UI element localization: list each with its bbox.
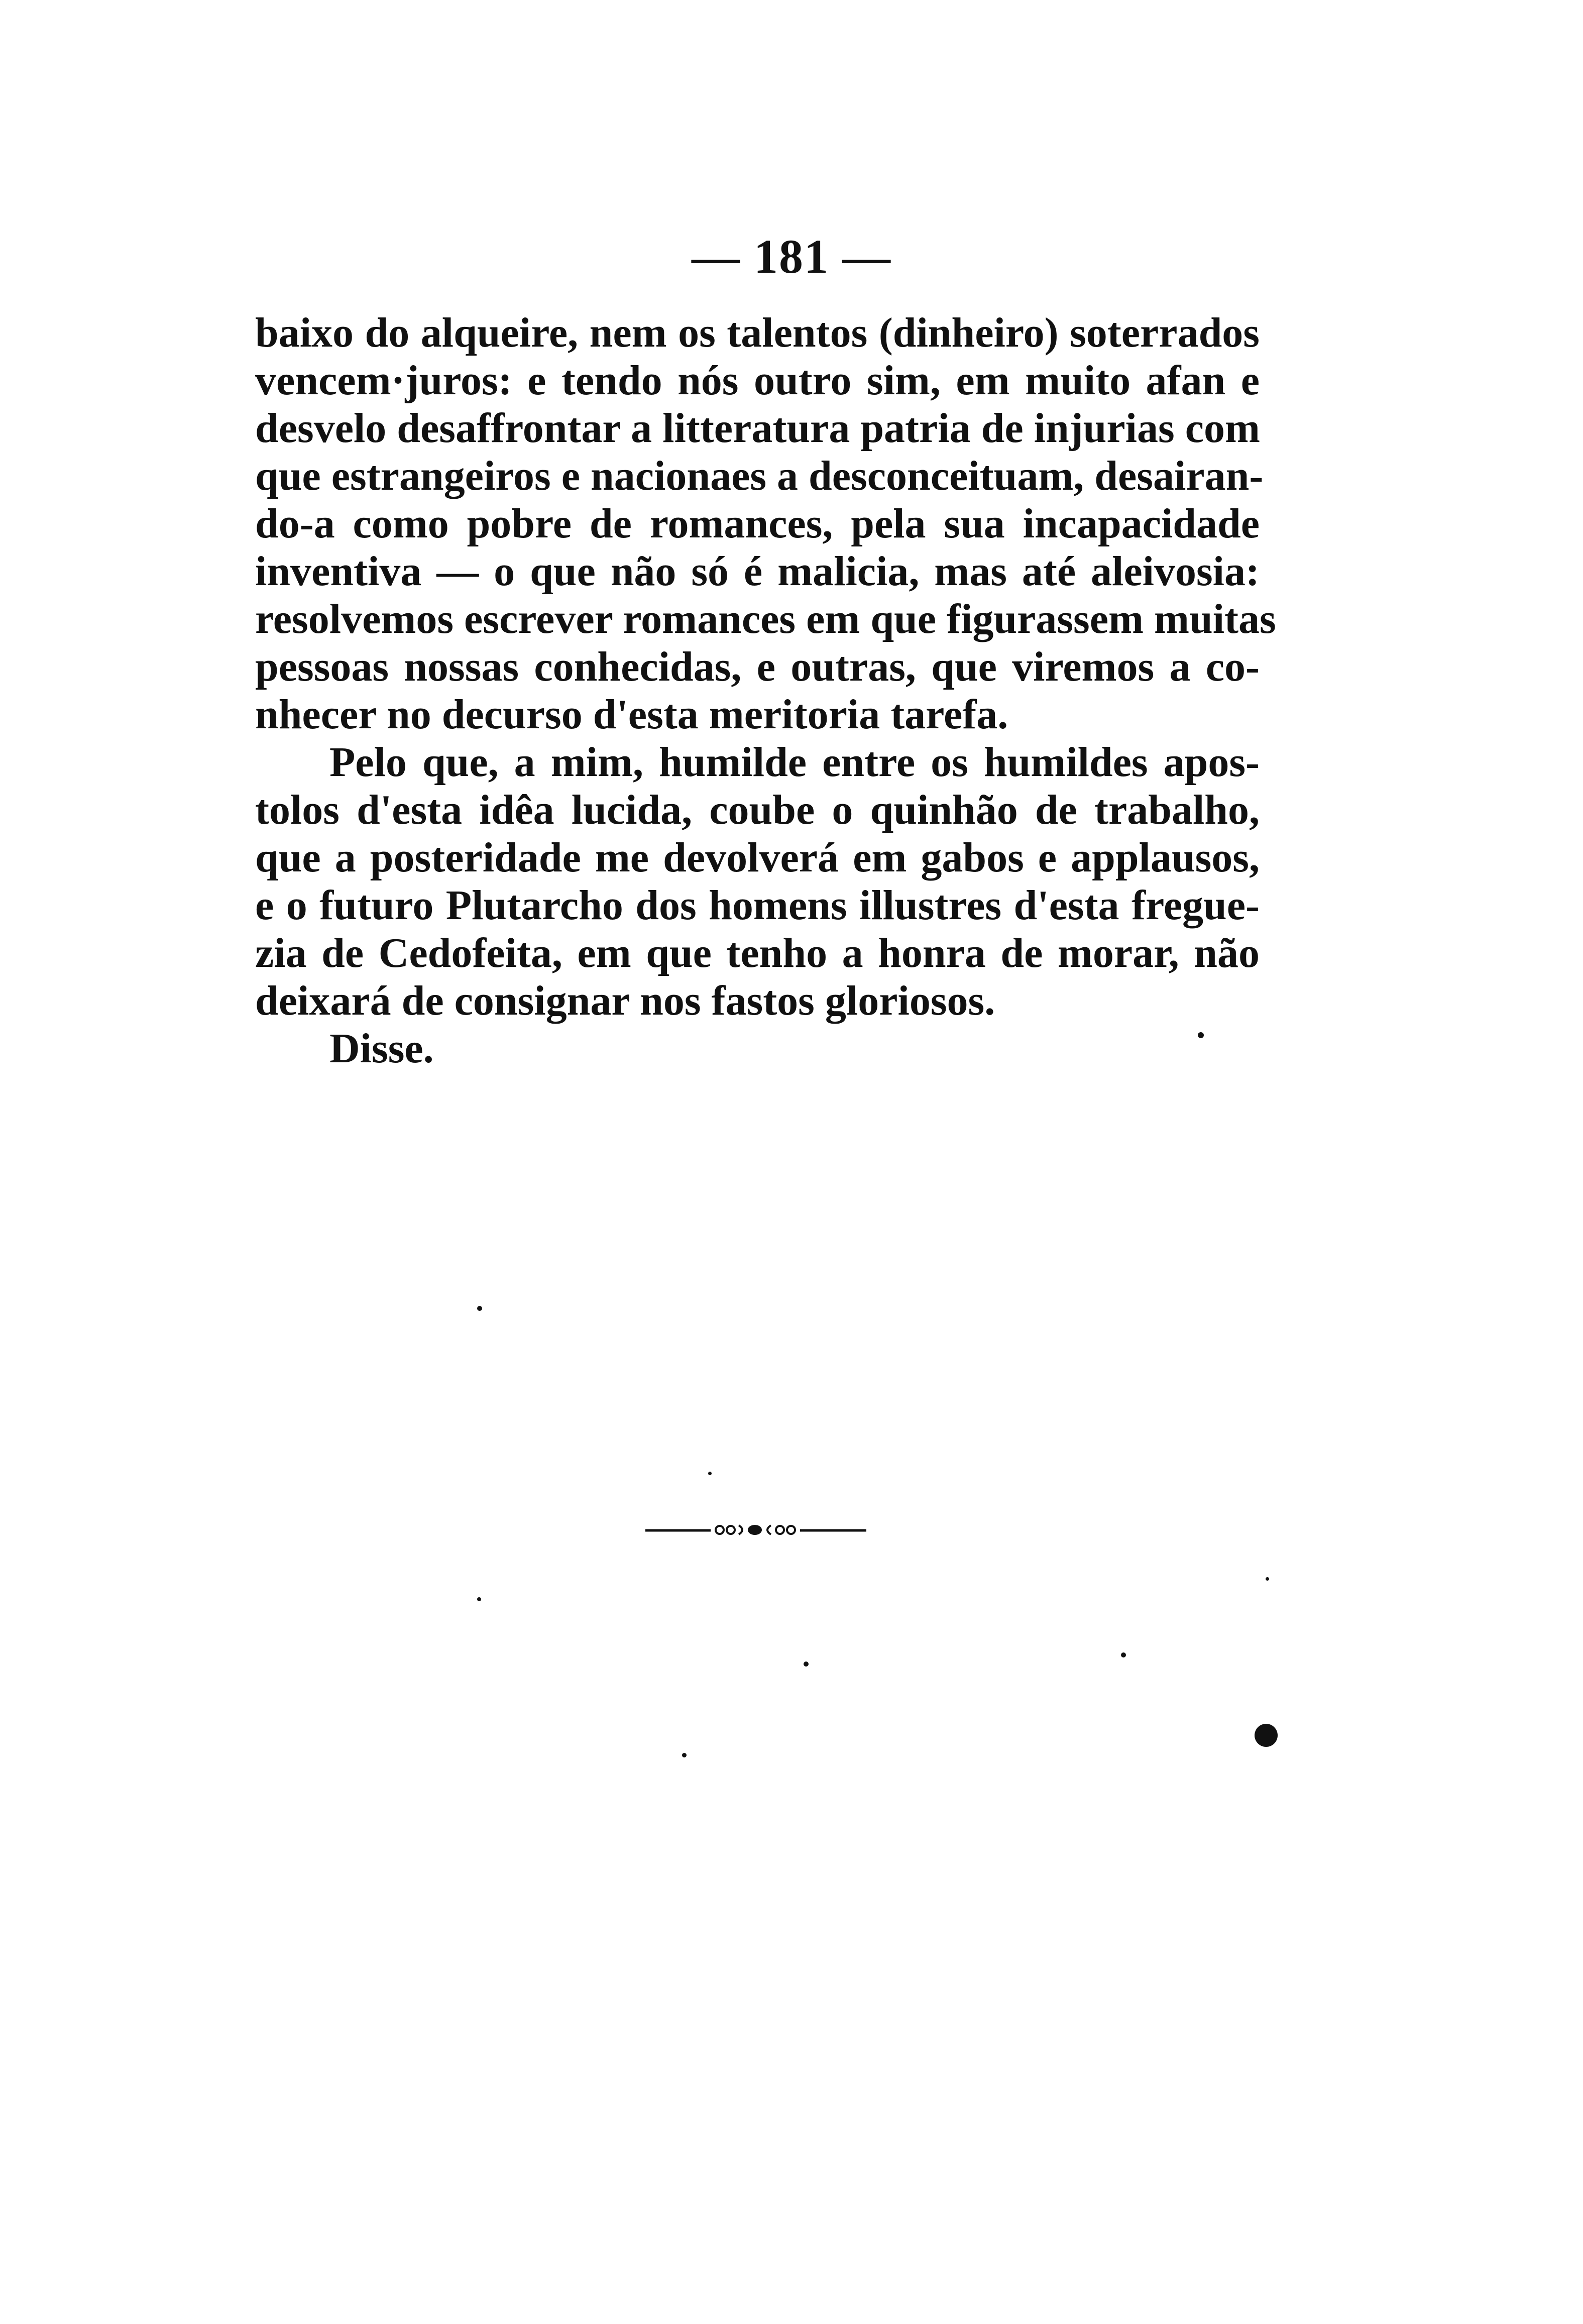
text-line: zia de Cedofeita, em que tenho a honra de morar, não [255,930,1260,976]
body-text [255,309,1276,1072]
ink-speck [1198,1032,1204,1038]
text-line: e o futuro Plutarcho dos homens illustres d'esta fregue- [255,882,1260,929]
text-line: baixo do alqueire, nem os talentos (dinheiro) soterrados [255,309,1260,356]
text-line: que a posteridade me devolverá em gabos e applausos, [255,834,1260,881]
ink-speck [682,1753,687,1757]
ink-speck [1255,1724,1278,1747]
ink-speck [477,1306,482,1311]
ink-speck [804,1662,809,1667]
text-line: Pelo que, a mim, humilde entre os humildes apos- [329,739,1260,786]
paragraph-1 [255,309,1276,738]
text-line: nhecer no decurso d'esta meritoria tarefa. [255,691,1008,738]
text-line: vencem·juros: e tendo nós outro sim, em muito afan e [255,357,1260,404]
paragraph-2 [255,738,1260,1025]
ink-speck [708,1472,712,1475]
text-line: que estrangeiros e nacionaes a desconceituam, desairan- [255,453,1264,499]
text-line: desvelo desaffrontar a litteratura patria de injurias com [255,405,1260,452]
text-line: resolvemos escrever romances em que figurassem muitas [255,596,1276,642]
text-line: tolos d'esta idêa lucida, coube o quinhão de trabalho, [255,787,1260,833]
text-line: deixará de consignar nos fastos gloriosos. [255,977,995,1024]
page-number: — 181 — [692,230,891,283]
ink-speck [1121,1652,1126,1657]
ink-speck [477,1597,481,1601]
text-line: do-a como pobre de romances, pela sua incapacidade [255,500,1260,547]
text-line: pessoas nossas conhecidas, e outras, que viremos a co- [255,643,1260,690]
text-line: Disse. [329,1025,434,1072]
ink-speck [1266,1577,1269,1581]
text-line: inventiva — o que não só é malicia, mas até aleivosia: [255,548,1260,595]
ornament-divider-icon [645,1519,866,1539]
paragraph-3 [255,1025,1260,1072]
